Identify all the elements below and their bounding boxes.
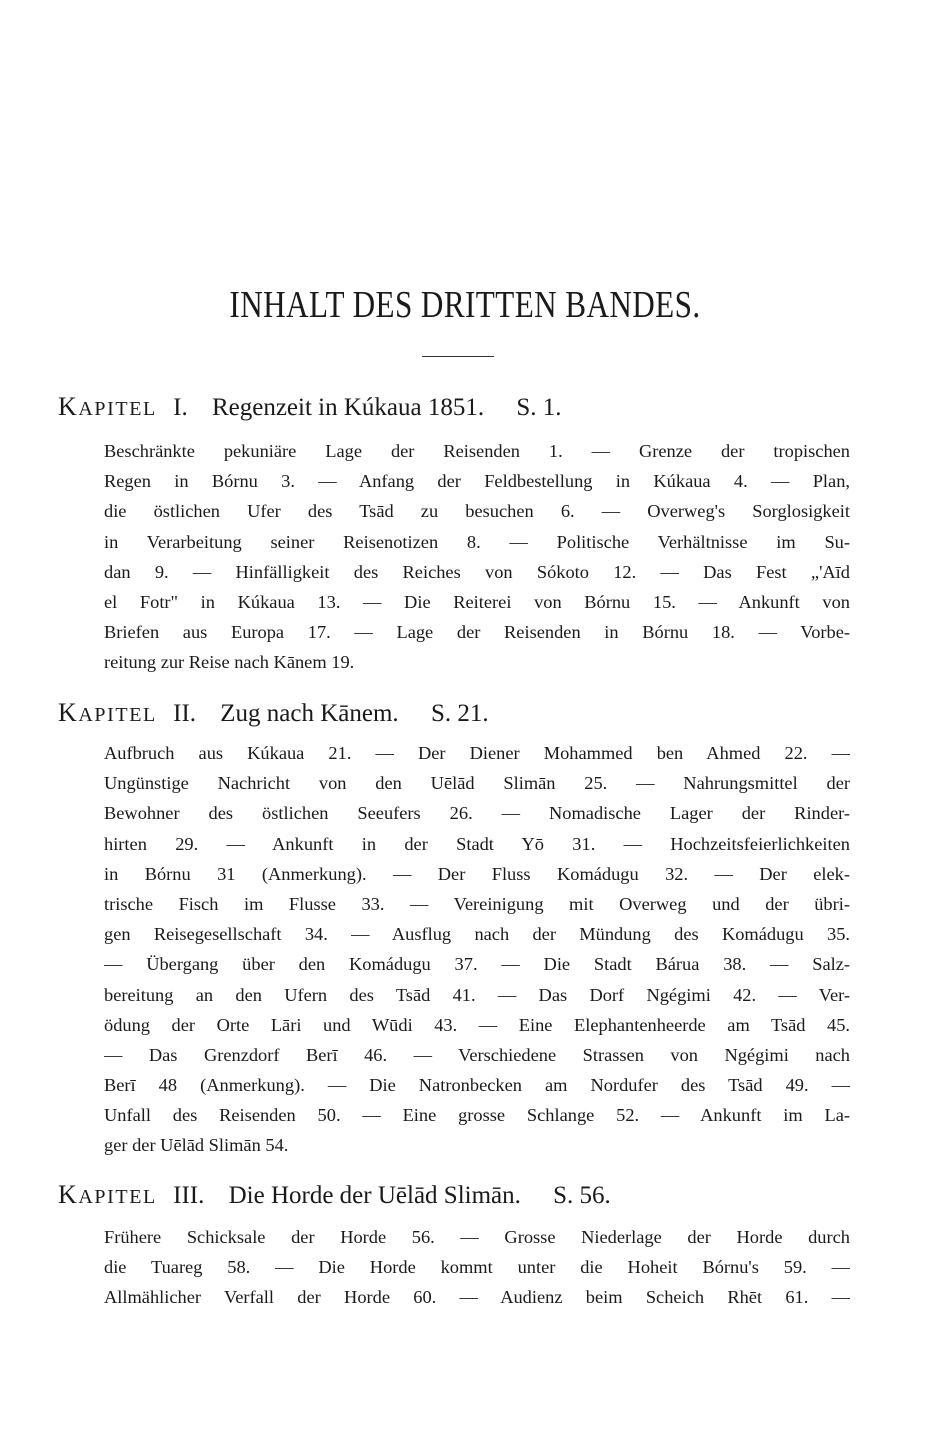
summary-line: ger der Uēlād Slimān 54. <box>104 1135 289 1156</box>
summary-line: Ungünstige Nachricht von den Uēlād Slimān 25. — Nahrungsmittel der <box>104 773 850 794</box>
chapter-page: S. 1. <box>516 394 562 421</box>
chapter-label-rest: APITEL <box>78 704 157 726</box>
summary-line: — Das Grenzdorf Berī 46. — Verschiedene Strassen von Ngégimi nach <box>104 1044 850 1065</box>
chapter-label-initial: K <box>58 1180 79 1209</box>
chapter-label-rest: APITEL <box>78 1186 157 1208</box>
chapter-number: III. <box>173 1182 205 1209</box>
summary-line: Beschränkte pekuniäre Lage der Reisenden 1. — Grenze der tropischen <box>104 441 850 461</box>
chapter-label-initial: K <box>58 698 79 727</box>
summary-line: ödung der Orte Lāri und Wūdi 43. — Eine Elephantenheerde am Tsād 45. <box>104 1014 850 1035</box>
chapter-heading <box>58 698 489 728</box>
chapter-summary <box>104 1222 850 1313</box>
summary-line: Bewohner des östlichen Seeufers 26. — Nomadische Lager der Rinder- <box>104 803 850 824</box>
summary-line: Briefen aus Europa 17. — Lage der Reisenden in Bórnu 18. — Vorbe- <box>104 622 850 643</box>
summary-line: Unfall des Reisenden 50. — Eine grosse Schlange 52. — Ankunft im La- <box>104 1105 850 1126</box>
summary-line: gen Reisegesellschaft 34. — Ausflug nach der Mündung des Komádugu 35. <box>104 924 850 945</box>
chapter-page: S. 56. <box>553 1182 611 1209</box>
summary-line: die Tuareg 58. — Die Horde kommt unter die Hoheit Bórnu's 59. — <box>104 1257 850 1278</box>
chapter-page: S. 21. <box>430 700 489 727</box>
title-divider <box>422 356 494 357</box>
chapter-heading <box>58 1180 611 1210</box>
summary-line: dan 9. — Hinfälligkeit des Reiches von Sókoto 12. — Das Fest „'Aīd <box>104 561 850 582</box>
page-title: INHALT DES DRITTEN BANDES. <box>229 284 701 326</box>
chapter-number: I. <box>173 394 188 421</box>
summary-line: die östlichen Ufer des Tsād zu besuchen 6. — Overweg's Sorglosigkeit <box>104 501 850 522</box>
summary-line: reitung zur Reise nach Kānem 19. <box>104 652 355 673</box>
chapter-summary <box>104 738 850 1161</box>
chapter-summary <box>104 436 850 678</box>
summary-line: hirten 29. — Ankunft in der Stadt Yō 31. — Hochzeitsfeierlichkeiten <box>104 833 850 854</box>
summary-line: in Verarbeitung seiner Reisenotizen 8. — Politische Verhältnisse im Su- <box>104 531 850 552</box>
summary-line: Berī 48 (Anmerkung). — Die Natronbecken am Nordufer des Tsād 49. — <box>104 1075 850 1096</box>
chapter-title: Die Horde der Uēlād Slimān. <box>228 1182 521 1209</box>
chapter-title: Zug nach Kānem. <box>220 700 399 727</box>
chapter-label-rest: APITEL <box>78 398 157 420</box>
chapter-heading <box>58 392 562 422</box>
summary-line: bereitung an den Ufern des Tsād 41. — Das Dorf Ngégimi 42. — Ver- <box>104 984 850 1005</box>
chapter-label <box>58 1180 157 1209</box>
chapter-label-initial: K <box>58 392 79 421</box>
chapter-number: II. <box>173 700 197 727</box>
chapter-title: Regenzeit in Kúkaua 1851. <box>211 394 485 421</box>
summary-line: Frühere Schicksale der Horde 56. — Grosse Niederlage der Horde durch <box>104 1227 850 1247</box>
chapter-label <box>58 698 157 727</box>
summary-line: Allmählicher Verfall der Horde 60. — Audienz beim Scheich Rhēt 61. — <box>104 1287 850 1308</box>
chapter-label <box>58 392 157 421</box>
summary-line: in Bórnu 31 (Anmerkung). — Der Fluss Komádugu 32. — Der elek- <box>104 863 850 884</box>
summary-line: el Fotr" in Kúkaua 13. — Die Reiterei von Bórnu 15. — Ankunft von <box>104 591 850 612</box>
summary-line: Regen in Bórnu 3. — Anfang der Feldbestellung in Kúkaua 4. — Plan, <box>104 471 850 492</box>
summary-line: — Übergang über den Komádugu 37. — Die Stadt Bárua 38. — Salz- <box>104 954 850 975</box>
summary-line: trische Fisch im Flusse 33. — Vereinigung mit Overweg und der übri- <box>104 893 850 914</box>
summary-line: Aufbruch aus Kúkaua 21. — Der Diener Mohammed ben Ahmed 22. — <box>104 743 850 763</box>
